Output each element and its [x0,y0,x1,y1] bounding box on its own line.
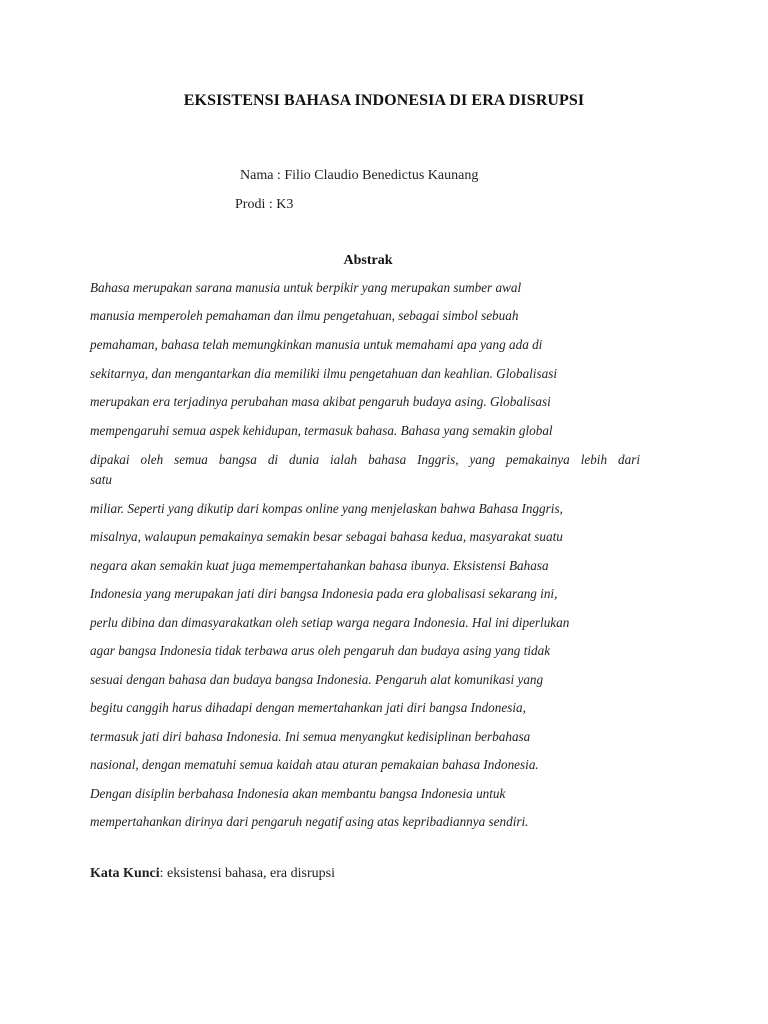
abstract-line: dipakai oleh semua bangsa di dunia ialah bahasa Inggris, yang pemakainya lebih dari [90,452,640,467]
abstract-line: satu [90,472,112,487]
abstract-line: sesuai dengan bahasa dan budaya bangsa Indonesia. Pengaruh alat komunikasi yang [90,672,544,687]
document-title: EKSISTENSI BAHASA INDONESIA DI ERA DISRUPSI [183,92,585,109]
keywords-label: Kata Kunci [90,866,160,881]
abstract-line: begitu canggih harus dihadapi dengan memertahankan jati diri bangsa Indonesia, [90,700,526,715]
keywords [90,866,335,882]
abstract-line: misalnya, walaupun pemakainya semakin besar sebagai bahasa kedua, masyarakat suatu [90,529,563,544]
abstract-line: merupakan era terjadinya perubahan masa akibat pengaruh budaya asing. Globalisasi [90,394,551,409]
abstract-line: Dengan disiplin berbahasa Indonesia akan membantu bangsa Indonesia untuk [90,786,506,801]
abstract-line: Bahasa merupakan sarana manusia untuk berpikir yang merupakan sumber awal [90,280,522,295]
study-program: Prodi : K3 [235,197,294,212]
keywords-text: : eksistensi bahasa, era disrupsi [159,866,335,881]
abstract-line: negara akan semakin kuat juga memempertahankan bahasa ibunya. Eksistensi Bahasa [90,558,549,573]
abstract-line: agar bangsa Indonesia tidak terbawa arus oleh pengaruh dan budaya asing yang tidak [90,643,551,658]
abstract-line: miliar. Seperti yang dikutip dari kompas online yang menjelaskan bahwa Bahasa Inggris, [90,501,563,516]
abstract-line: perlu dibina dan dimasyarakatkan oleh setiap warga negara Indonesia. Hal ini diperlukan [90,615,570,630]
abstract-line: mempertahankan dirinya dari pengaruh negatif asing atas kepribadiannya sendiri. [90,814,529,829]
abstract-line: termasuk jati diri bahasa Indonesia. Ini semua menyangkut kedisiplinan berbahasa [90,729,531,744]
abstract-body [90,278,650,832]
abstract-line: manusia memperoleh pemahaman dan ilmu pengetahuan, sebagai simbol sebuah [90,308,519,323]
abstract-line: sekitarnya, dan mengantarkan dia memiliki ilmu pengetahuan dan keahlian. Globalisasi [90,366,557,381]
abstract-heading: Abstrak [343,253,393,268]
abstract-line: Indonesia yang merupakan jati diri bangsa Indonesia pada era globalisasi sekarang ini, [90,586,558,601]
abstract-line: pemahaman, bahasa telah memungkinkan manusia untuk memahami apa yang ada di [90,337,543,352]
author-name: Nama : Filio Claudio Benedictus Kaunang [240,168,479,183]
abstract-line: mempengaruhi semua aspek kehidupan, termasuk bahasa. Bahasa yang semakin global [90,423,553,438]
abstract-line: nasional, dengan mematuhi semua kaidah atau aturan pemakaian bahasa Indonesia. [90,757,539,772]
